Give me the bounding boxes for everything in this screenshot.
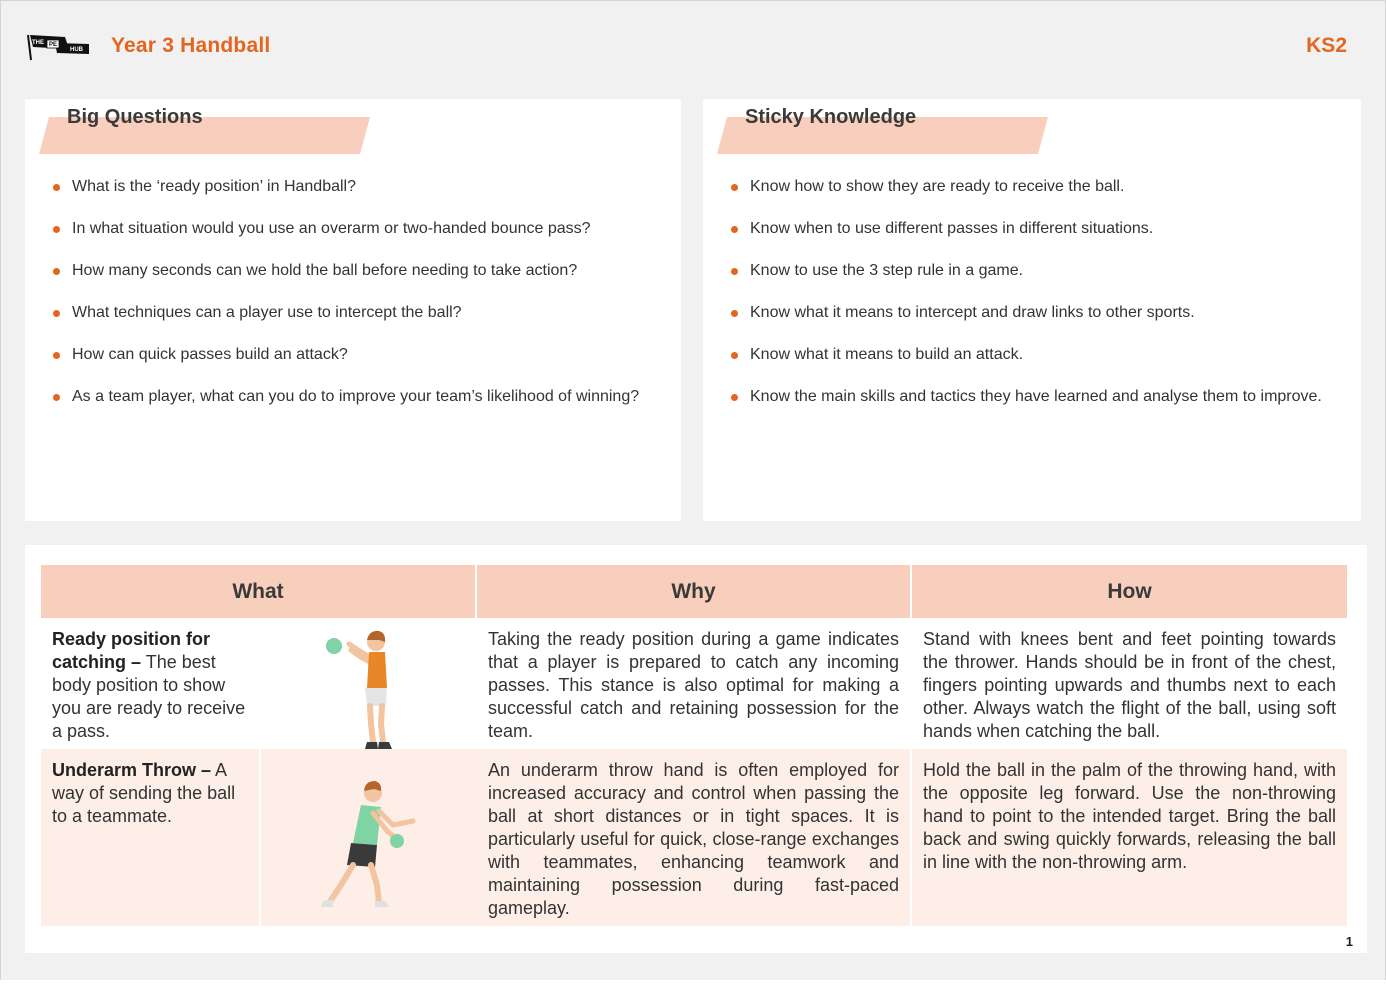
- how-cell: Stand with knees bent and feet pointing towards the thrower. Hands should be in front of the chest, fingers pointing upwards and thumbs next to each other. Always watch the flight of the ball, using soft hands when catching the ball.: [911, 618, 1347, 749]
- list-item: In what situation would you use an overarm or two-handed bounce pass?: [53, 219, 653, 239]
- what-description: The best body position to show you are ready to receive a pass.: [52, 652, 246, 741]
- ready-position-illustration: [259, 618, 475, 749]
- list-item: How can quick passes build an attack?: [53, 345, 653, 365]
- why-cell: Taking the ready position during a game indicates that a player is prepared to catch any incoming passes. This stance is also optimal for making a successful catch and retaining possession for the team.: [476, 618, 911, 749]
- big-questions-panel: [25, 99, 681, 521]
- logo-text-hub: HUB: [70, 47, 83, 53]
- the-pe-hub-logo: [25, 33, 91, 61]
- what-description: A way of sending the ball to a teammate.: [52, 760, 236, 826]
- underarm-throw-figure: [261, 749, 477, 921]
- page-number: 1: [1345, 934, 1353, 949]
- list-item: Know what it means to intercept and draw links to other sports.: [731, 303, 1331, 323]
- sticky-knowledge-panel: [703, 99, 1361, 521]
- sticky-knowledge-heading: Sticky Knowledge: [745, 106, 917, 128]
- what-why-how-panel: [25, 545, 1367, 953]
- list-item: What techniques can a player use to intercept the ball?: [53, 303, 653, 323]
- logo-text-pe: PE: [49, 42, 58, 48]
- list-item: What is the ‘ready position’ in Handball?: [53, 177, 653, 197]
- big-questions-list: [53, 177, 653, 429]
- what-cell: [41, 749, 476, 926]
- key-stage-label: KS2: [1306, 34, 1347, 57]
- what-cell: [41, 618, 476, 749]
- sticky-knowledge-list: [731, 177, 1331, 429]
- list-item: Know when to use different passes in different situations.: [731, 219, 1331, 239]
- list-item: Know how to show they are ready to receive the ball.: [731, 177, 1331, 197]
- list-item: Know what it means to build an attack.: [731, 345, 1331, 365]
- what-title: Ready position for catching –: [52, 629, 211, 672]
- underarm-throw-illustration: [259, 749, 477, 926]
- why-cell: An underarm throw hand is often employed for increased accuracy and control when passing the ball at short distances or in tight spaces. It is particularly useful for quick, close-range exchanges with teammates, enhancing teamwork and maintaining possession during fast-paced gameplay.: [476, 749, 911, 926]
- table-row: [41, 749, 1347, 926]
- what-title: Underarm Throw –: [52, 760, 212, 780]
- header-how: How: [911, 565, 1347, 618]
- list-item: Know the main skills and tactics they have learned and analyse them to improve.: [731, 387, 1331, 407]
- big-questions-heading: Big Questions: [67, 106, 203, 128]
- list-item: How many seconds can we hold the ball before needing to take action?: [53, 261, 653, 281]
- what-why-how-table: [41, 565, 1347, 926]
- header-what: What: [41, 565, 476, 618]
- header-why: Why: [476, 565, 911, 618]
- logo-text-the: THE: [32, 40, 44, 46]
- list-item: As a team player, what can you do to improve your team’s likelihood of winning?: [53, 387, 653, 407]
- list-item: Know to use the 3 step rule in a game.: [731, 261, 1331, 281]
- table-row: [41, 618, 1347, 749]
- page-title: Year 3 Handball: [111, 34, 271, 57]
- how-cell: Hold the ball in the palm of the throwing hand, with the opposite leg forward. Use the non-throwing hand to point to the intended target. Bring the ball back and swing quickly forwards, releasing the ball in line with the non-throwing arm.: [911, 749, 1347, 926]
- ready-position-figure: [259, 618, 475, 752]
